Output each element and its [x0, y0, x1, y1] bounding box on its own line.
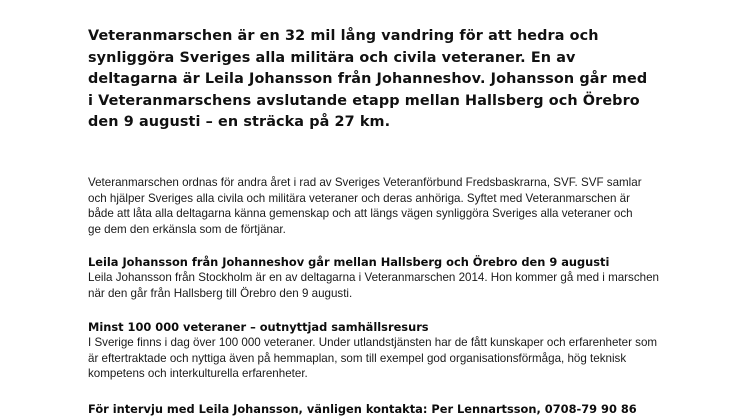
- intro-paragraph: Veteranmarschen ordnas för andra året i rad av Sveriges Veteranförbund Fredsbaskrarna, SVF. SVF samlar och hjälper Sveriges alla civila och militära veteraner och deras anhöriga. Syftet med Veteranmarschen är både att låta alla deltagarna känna gemenskap och att längs vägen synliggöra Sveriges alla veteraner och ge dem den erkänsla som de förtjänar.: [88, 176, 642, 236]
- section-text: Leila Johansson från Stockholm är en av deltagarna i Veteranmarschen 2014. Hon kommer gå med i marschen när den går från Hallsberg till Örebro den 9 augusti.: [88, 271, 659, 300]
- section-heading: Minst 100 000 veteraner – outnyttjad samhällsresurs: [88, 320, 429, 334]
- section-participant: [88, 255, 663, 301]
- section-text: I Sverige finns i dag över 100 000 veteraner. Under utlandstjänsten har de fått kunskaper och erfarenheter som är eftertraktade och nyttiga även på hemmaplan, som till exempel god organisationsförmåga, hög teknisk kompetens och interkulturella erfarenheter.: [88, 336, 658, 380]
- section-heading: Leila Johansson från Johanneshov går mellan Hallsberg och Örebro den 9 augusti: [88, 255, 610, 269]
- lead-paragraph: Veteranmarschen är en 32 mil lång vandring för att hedra och synliggöra Sveriges alla militära och civila veteraner. En av deltagarna är Leila Johansson från Johanneshov. Johansson går med i Veteranmarschens avslutande etapp mellan Hallsberg och Örebro den 9 augusti – en sträcka på 27 km.: [88, 28, 648, 131]
- section-veterans: [88, 320, 663, 382]
- contact-line: För intervju med Leila Johansson, vänligen kontakta: Per Lennartsson, 0708-79 90 86: [88, 402, 637, 416]
